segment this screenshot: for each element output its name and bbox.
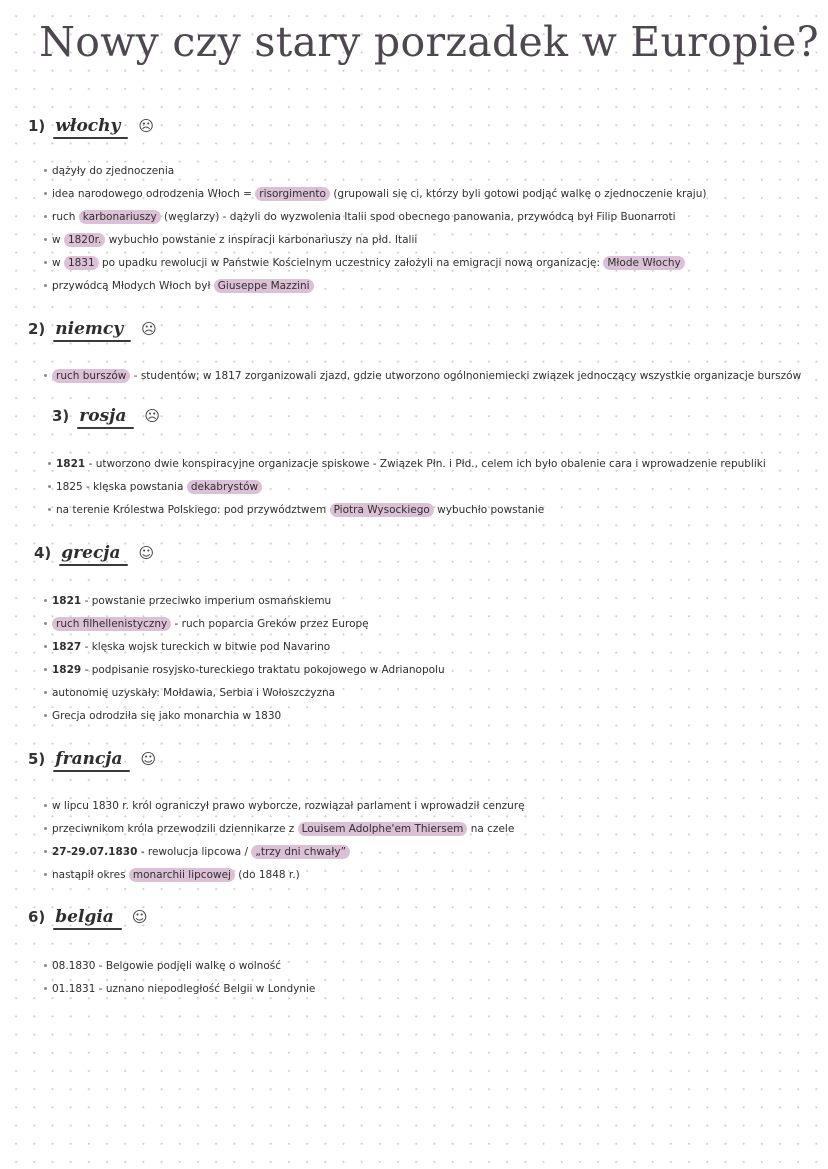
item-text: 1829 <box>52 664 82 676</box>
item-text: (węglarzy) - dążyli do wyzwolenia Italii spod obecnego panowania, przywódcą był Filip Buonarroti <box>160 211 676 223</box>
list-item <box>48 453 766 476</box>
item-text: - podpisanie rosyjsko-tureckiego traktatu pokojowego w Adrianopolu <box>81 664 445 676</box>
highlighted-term: Piotra Wysockiego <box>330 503 434 517</box>
item-text: - utworzono dwie konspiracyjne organizacje spiskowe - Związek Płn. i Płd., celem ich było obalenie cara i wprowadzenie republiki <box>85 458 766 470</box>
section-name: rosja <box>79 405 127 426</box>
item-text: (do 1848 r.) <box>234 869 300 881</box>
bullet-list <box>44 795 525 887</box>
item-text: wybuchło powstanie z inspiracji karbonariuszy na płd. Italii <box>105 234 418 246</box>
section-heading <box>28 748 156 778</box>
list-item <box>44 795 525 818</box>
section-name: niemcy <box>55 318 124 339</box>
item-text: 08.1830 - Belgowie podjęli walkę o wolność <box>52 960 281 972</box>
item-text: na czele <box>467 823 515 835</box>
item-text: nastąpił okres <box>52 869 129 881</box>
list-item <box>44 705 445 728</box>
face-icon: ☹ <box>144 406 160 425</box>
highlighted-term: Młode Włochy <box>603 256 684 270</box>
face-icon: ☹ <box>138 116 155 135</box>
item-text: dążyły do zjednoczenia <box>52 165 175 177</box>
list-item <box>44 636 445 659</box>
list-item <box>44 590 445 613</box>
item-text: idea narodowego odrodzenia Włoch = <box>52 188 256 200</box>
item-text: - rewolucja lipcowa / <box>137 846 252 858</box>
item-text: w <box>52 257 64 269</box>
list-item <box>48 499 766 522</box>
list-item <box>44 682 445 705</box>
item-text: wybuchło powstanie <box>433 504 545 516</box>
section-heading <box>34 542 154 572</box>
highlighted-term: 1820r. <box>64 233 105 247</box>
list-item <box>44 864 525 887</box>
section-name: belgia <box>55 906 114 927</box>
section-number: 6) <box>28 907 46 926</box>
list-item <box>44 978 315 1001</box>
item-text: 1825 - klęska powstania <box>56 481 187 493</box>
section-number: 2) <box>28 319 46 338</box>
bullet-list <box>44 365 801 388</box>
bullet-list <box>48 453 766 522</box>
section-heading <box>28 115 154 145</box>
item-text: - ruch poparcia Greków przez Europę <box>171 618 369 630</box>
highlighted-term: ruch filhellenistyczny <box>52 617 171 631</box>
item-text: przywódcą Młodych Włoch był <box>52 280 214 292</box>
highlighted-term: karbonariuszy <box>79 210 161 224</box>
section-name: francja <box>55 748 123 769</box>
highlighted-term: „trzy dni chwały” <box>251 845 350 859</box>
section-number: 5) <box>28 749 46 768</box>
item-text: - powstanie przeciwko imperium osmańskiemu <box>81 595 332 607</box>
list-item <box>44 275 706 298</box>
highlighted-term: risorgimento <box>255 187 330 201</box>
section-name: włochy <box>55 115 121 136</box>
section-name: grecja <box>61 542 121 563</box>
face-icon: ☺ <box>131 907 148 926</box>
item-text: po upadku rewolucji w Państwie Kościelnym uczestnicy założyli na emigracji nową organizację: <box>98 257 604 269</box>
highlighted-term: 1831 <box>64 256 99 270</box>
list-item <box>48 476 766 499</box>
section-heading <box>52 405 160 435</box>
item-text: 27-29.07.1830 <box>52 846 138 858</box>
list-item <box>44 841 525 864</box>
item-text: 01.1831 - uznano niepodległość Belgii w Londynie <box>52 983 316 995</box>
list-item <box>44 160 706 183</box>
list-item <box>44 613 445 636</box>
list-item <box>44 818 525 841</box>
list-item <box>44 365 801 388</box>
section-number: 1) <box>28 116 46 135</box>
item-text: 1827 <box>52 641 82 653</box>
list-item <box>44 206 706 229</box>
item-text: autonomię uzyskały: Mołdawia, Serbia i Wołoszczyzna <box>52 687 336 699</box>
section-heading <box>28 906 147 936</box>
item-text: 1821 <box>56 458 86 470</box>
highlighted-term: Louisem Adolphe'em Thiersem <box>298 822 468 836</box>
face-icon: ☹ <box>141 319 157 338</box>
section-heading <box>28 318 157 348</box>
item-text: (grupowali się ci, którzy byli gotowi podjąć walkę o zjednoczenie kraju) <box>329 188 707 200</box>
item-text: ruch <box>52 211 79 223</box>
item-text: 1821 <box>52 595 82 607</box>
highlighted-term: Giuseppe Mazzini <box>214 279 314 293</box>
highlighted-term: ruch burszów <box>52 369 130 383</box>
highlighted-term: monarchii lipcowej <box>129 868 235 882</box>
highlighted-term: dekabrystów <box>187 480 262 494</box>
face-icon: ☺ <box>138 543 155 562</box>
face-icon: ☺ <box>140 749 157 768</box>
section-number: 3) <box>52 406 70 425</box>
list-item <box>44 183 706 206</box>
item-text: przeciwnikom króla przewodzili dziennikarze z <box>52 823 298 835</box>
item-text: w lipcu 1830 r. król ograniczył prawo wyborcze, rozwiązał parlament i wprowadził cenzurę <box>52 800 525 812</box>
bullet-list <box>44 955 315 1001</box>
bullet-list <box>44 160 706 298</box>
item-text: na terenie Królestwa Polskiego: pod przywództwem <box>56 504 330 516</box>
list-item <box>44 659 445 682</box>
page-title: Nowy czy stary porzadek w Europie? <box>39 18 819 66</box>
section-number: 4) <box>34 543 52 562</box>
item-text: w <box>52 234 64 246</box>
item-text: - klęska wojsk tureckich w bitwie pod Navarino <box>81 641 331 653</box>
list-item <box>44 955 315 978</box>
item-text: - studentów; w 1817 zorganizowali zjazd, gdzie utworzono ogólnoniemiecki związek jednoczący wszystkie organizacje burszów <box>130 370 802 382</box>
item-text: Grecja odrodziła się jako monarchia w 1830 <box>52 710 282 722</box>
bullet-list <box>44 590 445 728</box>
list-item <box>44 229 706 252</box>
list-item <box>44 252 706 275</box>
